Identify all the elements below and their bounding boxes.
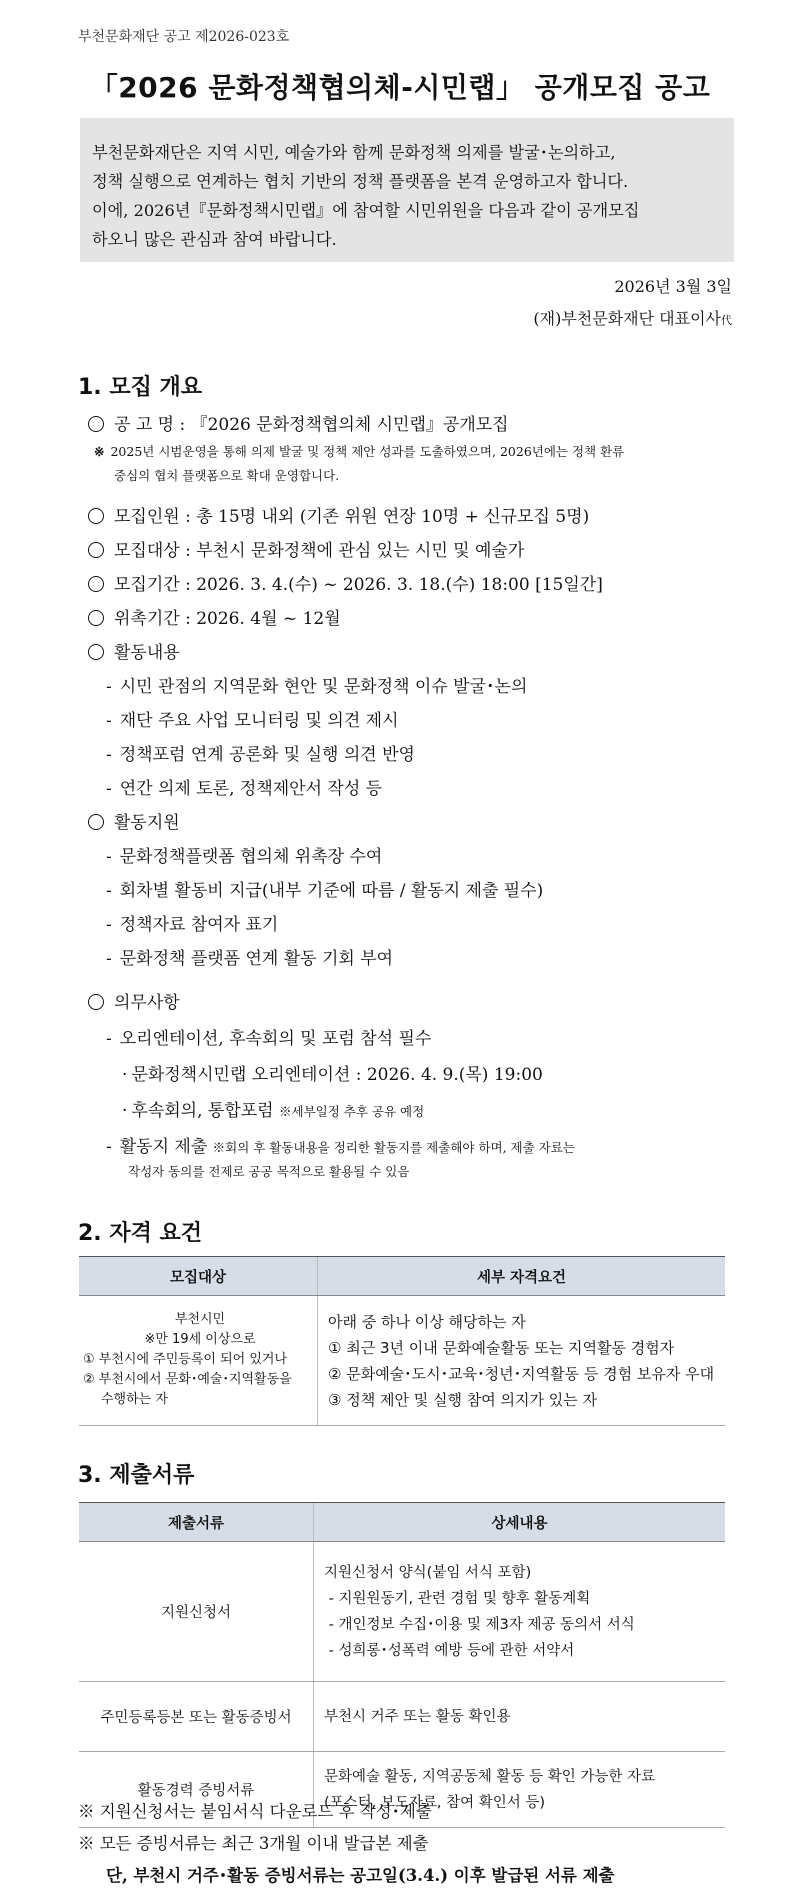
requirement-line: ② 문화예술･도시･교육･청년･지역활동 등 경험 보유자 우대 (328, 1364, 715, 1383)
page-title: 「2026 문화정책협의체-시민랩」 공개모집 공고 (89, 71, 711, 104)
documents-table (79, 1502, 725, 1828)
target-line: ※만 19세 이상으로 (144, 1331, 256, 1347)
support-text: 문화정책플랫폼 협의체 위촉장 수여 (119, 847, 383, 867)
footer-note: ※ 모든 증빙서류는 최근 3개월 이내 발급본 제출 (78, 1834, 429, 1853)
support-text: 회차별 활동비 지급(내부 기준에 따름 / 활동지 제출 필수) (119, 881, 544, 901)
notice-note (94, 440, 624, 488)
duty-text: 활동지 제출 (119, 1137, 208, 1157)
section-3-title: 3. 제출서류 (78, 1463, 195, 1488)
circle-bullet-icon (88, 508, 104, 524)
activity-item: - 정책포럼 연계 공론화 및 실행 의견 반영 (106, 745, 415, 765)
support-item: - 문화정책 플랫폼 연계 활동 기회 부여 (106, 949, 394, 969)
recruit-count-item (88, 502, 589, 527)
duty-heading (88, 988, 180, 1013)
support-item: - 정책자료 참여자 표기 (106, 915, 279, 935)
recruit-target-item (88, 536, 524, 561)
support-item: - 문화정책플랫폼 협의체 위촉장 수여 (106, 847, 383, 867)
duty-title: 의무사항 (114, 993, 180, 1013)
recruit-count-text: 모집인원 : 총 15명 내외 (기존 위원 연장 10명 + 신규모집 5명) (114, 507, 590, 527)
requirement-cell (318, 1296, 726, 1426)
term-item (88, 604, 341, 629)
duty-note-continued: 작성자 동의를 전제로 공공 목적으로 활용될 수 있음 (128, 1164, 410, 1179)
duty-item: - 오리엔테이션, 후속회의 및 포럼 참석 필수 (106, 1029, 432, 1049)
doc-detail-cell (314, 1682, 726, 1752)
table-header: 제출서류 (79, 1503, 314, 1542)
activities-title: 활동내용 (114, 643, 180, 663)
recruit-period-item (88, 570, 603, 595)
intro-box (80, 118, 734, 262)
activity-item: - 재단 주요 사업 모니터링 및 의견 제시 (106, 711, 399, 731)
circle-bullet-icon (88, 814, 104, 830)
intro-line: 부천문화재단은 지역 시민, 예술가와 함께 문화정책 의제를 발굴･논의하고, (92, 143, 616, 162)
document-number: 부천문화재단 공고 제2026-023호 (78, 29, 290, 45)
recruit-period-text: 모집기간 : 2026. 3. 4.(수) ~ 2026. 3. 18.(수) 18:00 [15일간] (114, 575, 603, 595)
table-row (79, 1542, 725, 1682)
doc-name-cell: 활동경력 증빙서류 (79, 1752, 314, 1828)
support-title: 활동지원 (114, 813, 180, 833)
activities-heading (88, 638, 180, 663)
circle-bullet-icon (88, 416, 104, 432)
intro-line: 이에, 2026년『문화정책시민랩』에 참여할 시민위원을 다음과 같이 공개모집 (92, 201, 640, 220)
target-line: 수행하는 자 (101, 1391, 168, 1407)
duty-subtext: 문화정책시민랩 오리엔테이션 : 2026. 4. 9.(목) 19:00 (131, 1065, 543, 1085)
doc-name-cell: 지원신청서 (79, 1542, 314, 1682)
table-row (79, 1682, 725, 1752)
notice-name-text: 공 고 명 : 『2026 문화정책협의체 시민랩』공개모집 (114, 415, 509, 435)
footer-note: 단, 부천시 거주･활동 증빙서류는 공고일(3.4.) 이후 발급된 서류 제출 (106, 1866, 615, 1885)
doc-name-cell: 주민등록등본 또는 활동증빙서 (79, 1682, 314, 1752)
support-text: 문화정책 플랫폼 연계 활동 기회 부여 (119, 949, 394, 969)
circle-bullet-icon (88, 610, 104, 626)
activity-item: - 시민 관점의 지역문화 현안 및 문화정책 이슈 발굴･논의 (106, 677, 528, 697)
detail-line: (포스터, 보도자료, 참여 확인서 등) (324, 1794, 546, 1811)
notice-note-line-2: 중심의 협치 플랫폼으로 확대 운영합니다. (114, 468, 340, 483)
section-2-title: 2. 자격 요건 (78, 1221, 202, 1246)
table-header: 상세내용 (314, 1503, 726, 1542)
activity-item: - 연간 의제 토론, 정책제안서 작성 등 (106, 779, 383, 799)
detail-line: 문화예술 활동, 지역공동체 활동 등 확인 가능한 자료 (324, 1768, 656, 1785)
note-mark: ※ (94, 444, 105, 459)
notice-note-line-1: 2025년 시범운영을 통해 의제 발굴 및 정책 제안 성과를 도출하였으며, 2026년에는 정책 환류 (110, 444, 625, 459)
requirement-line: ① 최근 3년 이내 문화예술활동 또는 지역활동 경험자 (328, 1338, 675, 1357)
circle-bullet-icon (88, 542, 104, 558)
target-line: ① 부천시에 주민등록이 되어 있거나 (83, 1351, 287, 1367)
recruit-target-text: 모집대상 : 부천시 문화정책에 관심 있는 시민 및 예술가 (114, 541, 525, 561)
term-text: 위촉기간 : 2026. 4월 ~ 12월 (114, 609, 341, 629)
activity-text: 연간 의제 토론, 정책제안서 작성 등 (119, 779, 383, 799)
circle-bullet-icon (88, 994, 104, 1010)
notice-name-item (88, 410, 509, 435)
section-1-title: 1. 모집 개요 (78, 375, 202, 400)
table-header: 세부 자격요건 (318, 1257, 726, 1296)
support-heading (88, 808, 180, 833)
activity-text: 정책포럼 연계 공론화 및 실행 의견 반영 (119, 745, 415, 765)
duty-item: - 활동지 제출 ※회의 후 활동내용을 정리한 활동지를 제출해야 하며, 제출 자료는 (106, 1137, 575, 1157)
target-cell (79, 1296, 318, 1426)
doc-detail-cell (314, 1542, 726, 1682)
activity-text: 시민 관점의 지역문화 현안 및 문화정책 이슈 발굴･논의 (119, 677, 528, 697)
footer-note: ※ 지원신청서는 붙임서식 다운로드 후 작성･제출 (78, 1802, 432, 1821)
table-header: 모집대상 (79, 1257, 318, 1296)
notice-date: 2026년 3월 3일 (614, 277, 732, 296)
detail-line: - 지원원동기, 관련 경험 및 향후 활동계획 (324, 1590, 591, 1607)
support-item: - 회차별 활동비 지급(내부 기준에 따름 / 활동지 제출 필수) (106, 881, 544, 901)
target-line: ② 부천시에서 문화･예술･지역활동을 (83, 1371, 292, 1387)
detail-line: 지원신청서 양식(붙임 서식 포함) (324, 1564, 532, 1581)
intro-line: 하오니 많은 관심과 참여 바랍니다. (92, 230, 337, 249)
circle-bullet-icon (88, 576, 104, 592)
support-text: 정책자료 참여자 표기 (119, 915, 279, 935)
duty-subtext: 후속회의, 통합포럼 (131, 1101, 274, 1121)
target-line: 부천시민 (174, 1311, 226, 1327)
duty-subitem: · 후속회의, 통합포럼 ※세부일정 추후 공유 예정 (122, 1101, 425, 1121)
requirement-line: ③ 정책 제안 및 실행 참여 의지가 있는 자 (328, 1390, 597, 1409)
detail-line: - 성희롱･성폭력 예방 등에 관한 서약서 (324, 1642, 575, 1659)
activity-text: 재단 주요 사업 모니터링 및 의견 제시 (119, 711, 399, 731)
circle-bullet-icon (88, 644, 104, 660)
duty-subitem: · 문화정책시민랩 오리엔테이션 : 2026. 4. 9.(목) 19:00 (122, 1065, 543, 1085)
intro-line: 정책 실행으로 연계하는 협치 기반의 정책 플랫폼을 본격 운영하고자 합니다. (92, 172, 629, 191)
signer-mark: 代 (721, 314, 732, 327)
detail-line: - 개인정보 수집･이용 및 제3자 제공 동의서 서식 (324, 1616, 635, 1633)
requirement-line: 아래 중 하나 이상 해당하는 자 (328, 1312, 526, 1331)
detail-line: 부천시 거주 또는 활동 확인용 (324, 1708, 511, 1725)
signer-name: (재)부천문화재단 대표이사 (533, 309, 721, 328)
duty-subnote: ※세부일정 추후 공유 예정 (279, 1104, 425, 1119)
eligibility-table (79, 1256, 725, 1426)
duty-text: 오리엔테이션, 후속회의 및 포럼 참석 필수 (119, 1029, 432, 1049)
duty-note: ※회의 후 활동내용을 정리한 활동지를 제출해야 하며, 제출 자료는 (212, 1140, 575, 1155)
signer (533, 306, 732, 329)
